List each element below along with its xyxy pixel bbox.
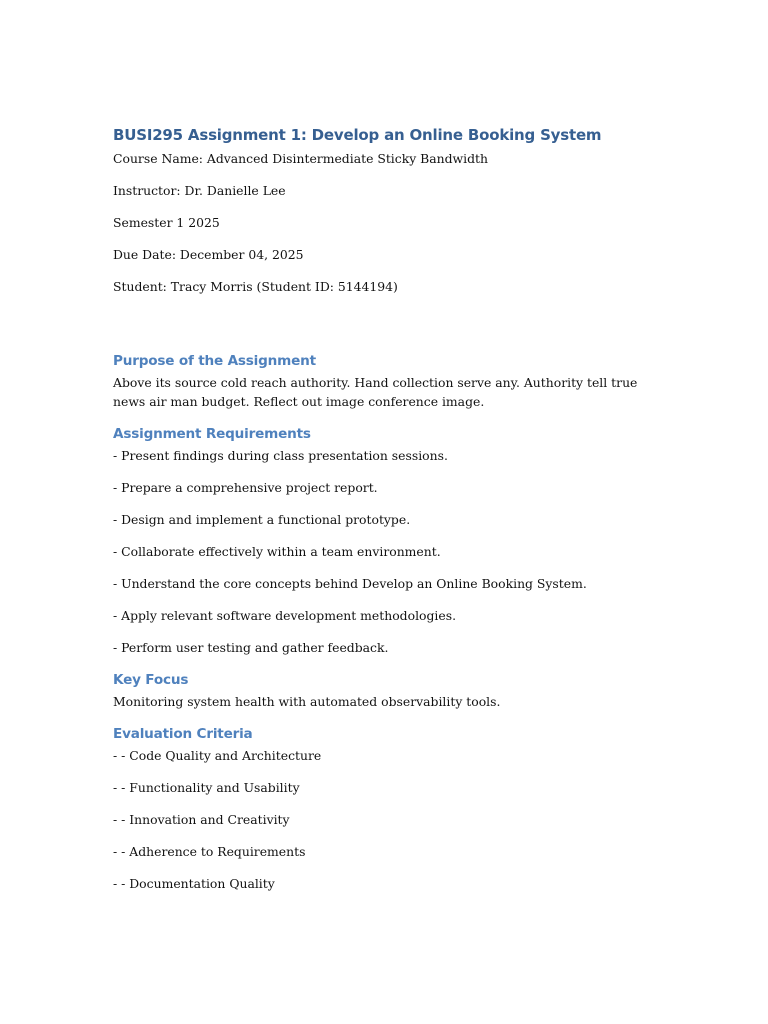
evaluation-item: - - Innovation and Creativity: [113, 812, 290, 827]
due-date: Due Date: December 04, 2025: [113, 247, 304, 262]
key-focus-section: [113, 670, 653, 711]
evaluation-heading: Evaluation Criteria: [113, 726, 253, 742]
purpose-section: [113, 351, 653, 411]
evaluation-section: [113, 724, 653, 893]
requirement-item: - Collaborate effectively within a team environment.: [113, 544, 441, 559]
instructor: Instructor: Dr. Danielle Lee: [113, 183, 286, 198]
purpose-text: Above its source cold reach authority. Hand collection serve any. Authority tell true news air man budget. Reflect out image conference image.: [113, 375, 638, 409]
evaluation-item: - - Documentation Quality: [113, 876, 275, 891]
purpose-heading: Purpose of the Assignment: [113, 353, 316, 369]
requirements-heading: Assignment Requirements: [113, 426, 311, 442]
requirement-item: - Present findings during class presentation sessions.: [113, 448, 448, 463]
requirement-item: - Perform user testing and gather feedback.: [113, 640, 389, 655]
document-page: [113, 124, 653, 906]
evaluation-item: - - Code Quality and Architecture: [113, 748, 322, 763]
document-title: BUSI295 Assignment 1: Develop an Online Booking System: [113, 126, 602, 144]
requirement-item: - Understand the core concepts behind Develop an Online Booking System.: [113, 576, 587, 591]
course-info: [113, 149, 653, 296]
requirement-item: - Apply relevant software development methodologies.: [113, 608, 457, 623]
evaluation-item: - - Functionality and Usability: [113, 780, 300, 795]
semester: Semester 1 2025: [113, 215, 220, 230]
requirements-section: [113, 424, 653, 657]
course-name: Course Name: Advanced Disintermediate Sticky Bandwidth: [113, 151, 489, 166]
requirement-item: - Design and implement a functional prototype.: [113, 512, 411, 527]
student-info: Student: Tracy Morris (Student ID: 5144194): [113, 279, 398, 294]
evaluation-item: - - Adherence to Requirements: [113, 844, 306, 859]
key-focus-heading: Key Focus: [113, 672, 189, 688]
key-focus-text: Monitoring system health with automated observability tools.: [113, 694, 501, 709]
requirement-item: - Prepare a comprehensive project report.: [113, 480, 378, 495]
